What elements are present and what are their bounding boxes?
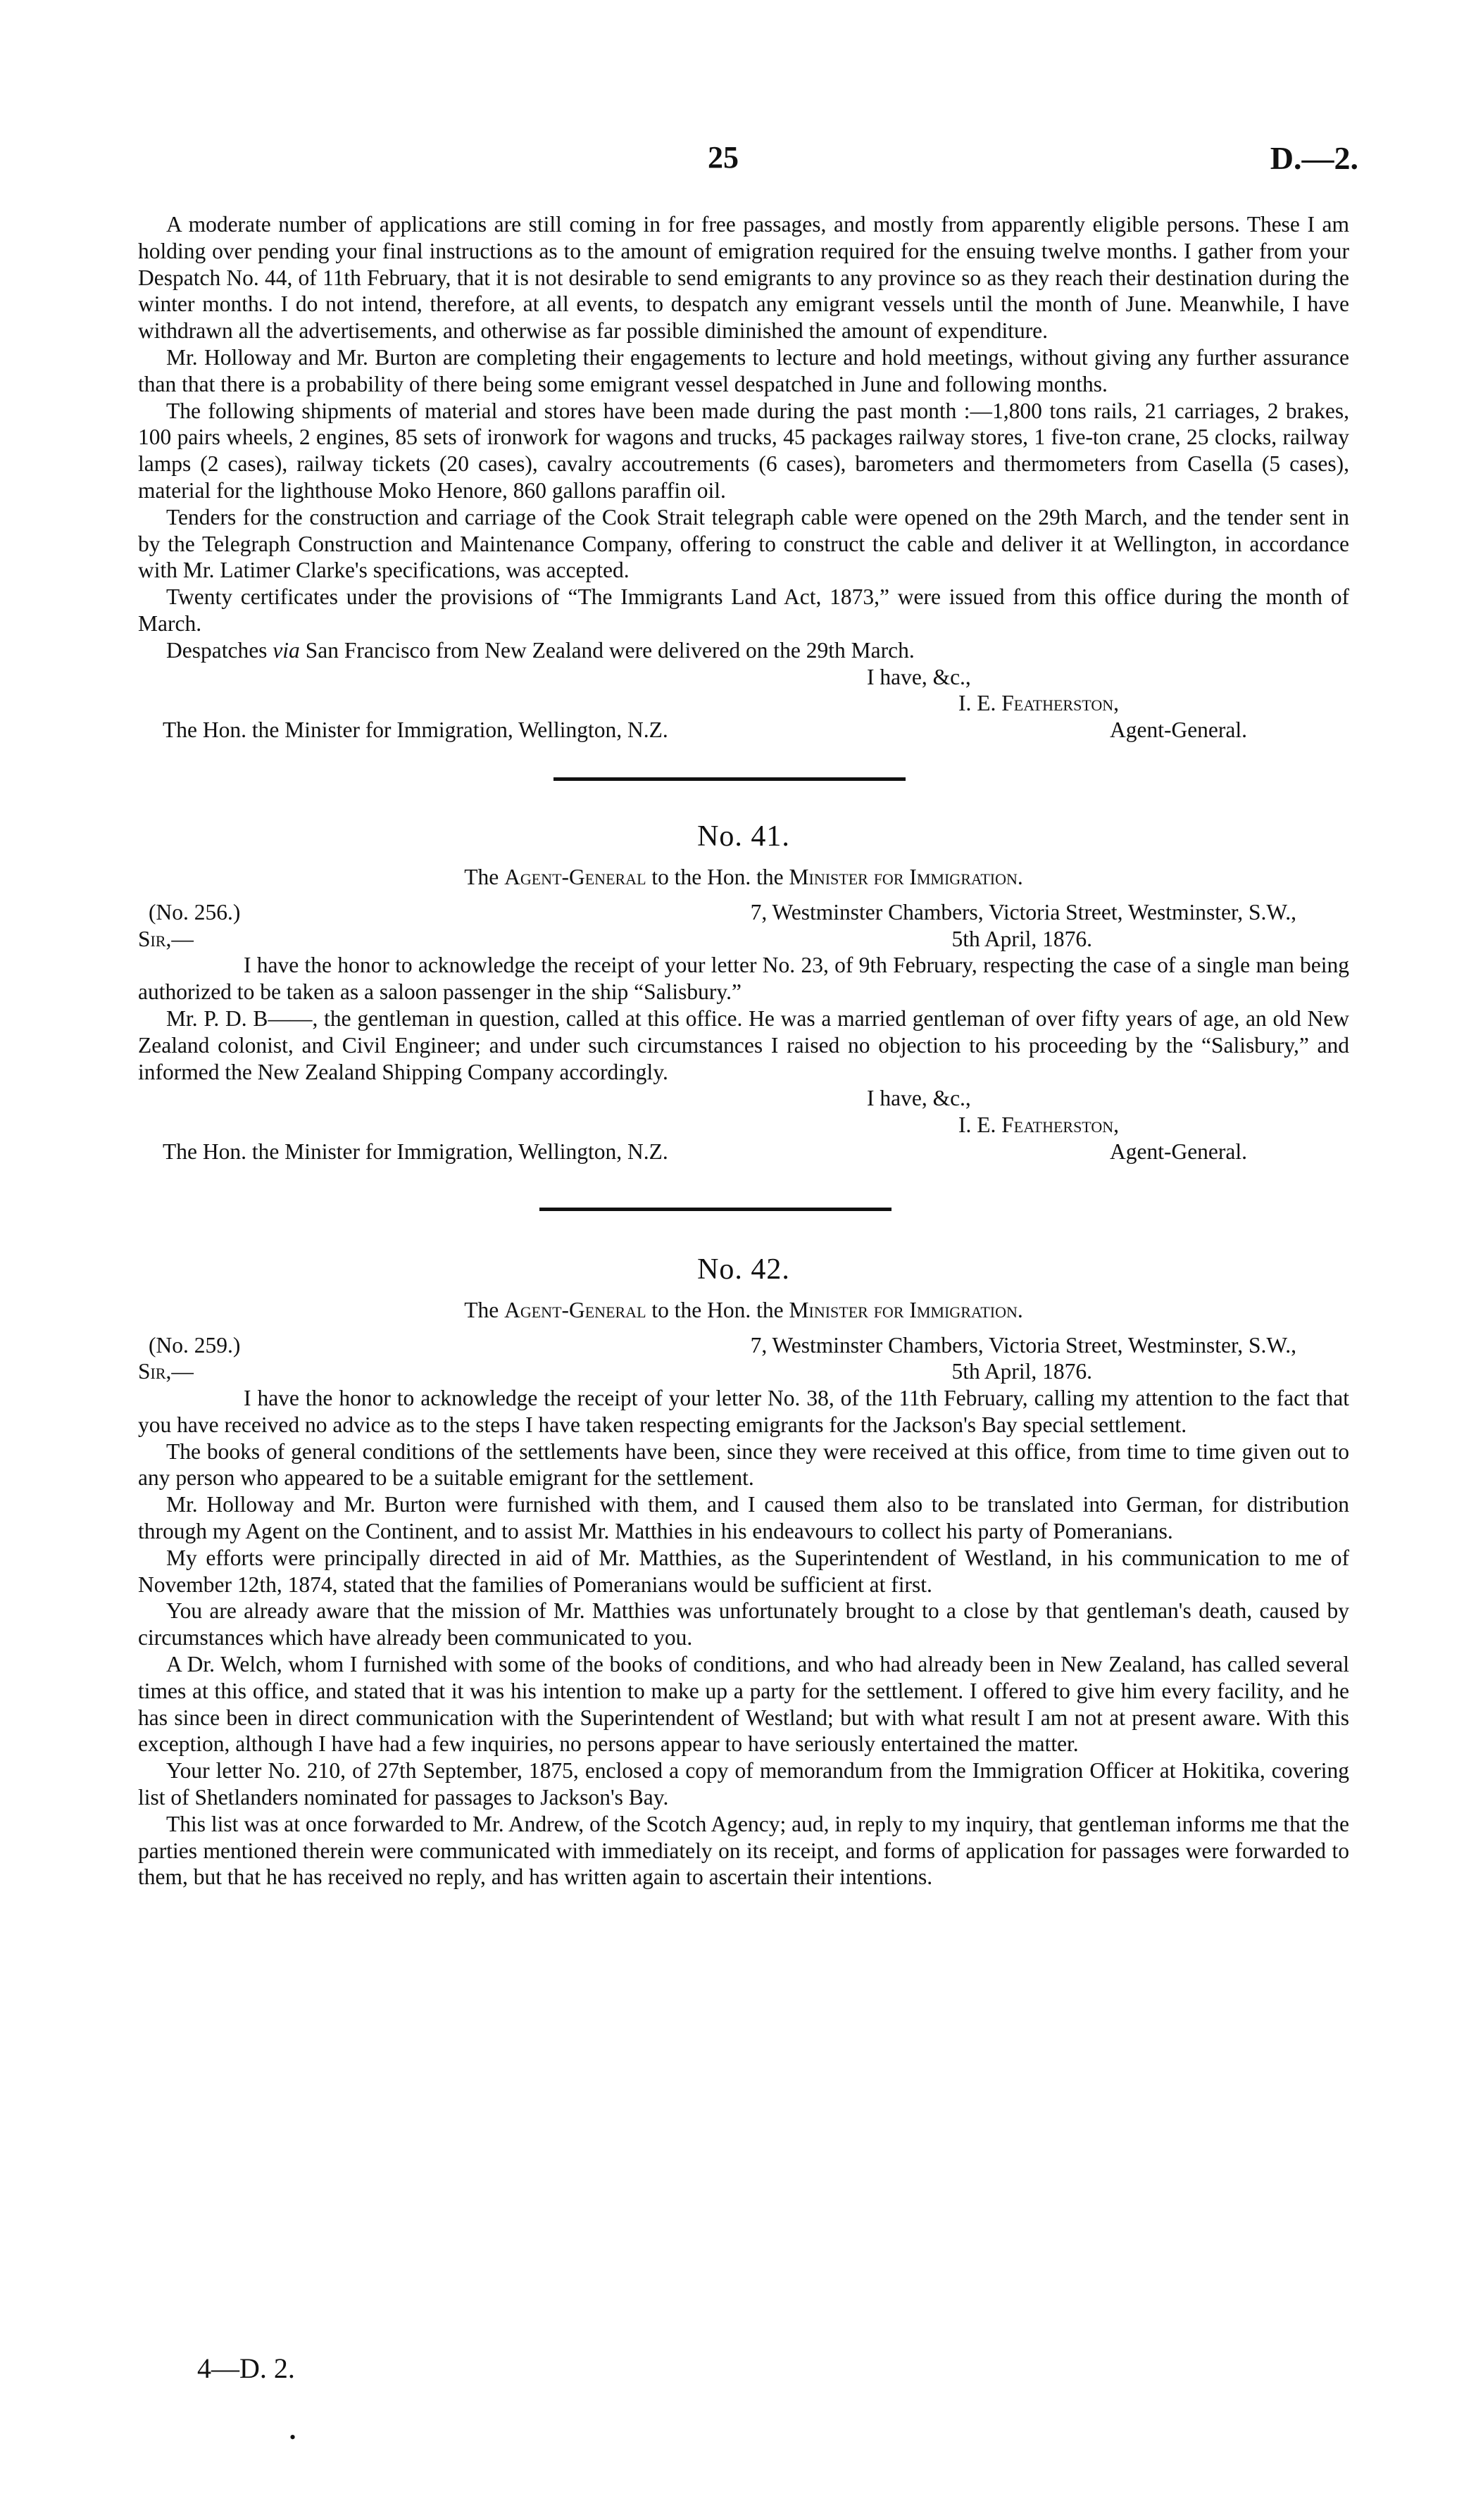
salutation-line (138, 1358, 1349, 1385)
paragraph: Twenty certificates under the provisions of “The Immigrants Land Act, 1873,” were issued from this office during the month of March. (138, 584, 1349, 636)
closing: I have, &c., (867, 664, 971, 689)
signer-name: I. E. Featherston, (958, 1112, 1120, 1138)
letter-no-41 (138, 820, 1349, 1165)
despatch-line (138, 899, 1349, 926)
despatch-line (138, 1332, 1349, 1359)
stray-dot: • (289, 2427, 296, 2447)
document-reference: D.—2. (1270, 140, 1358, 176)
despatch-number: (No. 259.) (149, 1332, 241, 1358)
page-header (0, 139, 1464, 182)
page-body (138, 211, 1349, 1891)
heading-pre: The (464, 1297, 499, 1322)
sender-address: 7, Westminster Chambers, Victoria Street, Westminster, S.W., (750, 1332, 1296, 1358)
signer-title: Agent-General. (1109, 717, 1247, 743)
heading-mid: to the Hon. the (651, 864, 784, 889)
letter-heading (138, 864, 1349, 891)
despatches-rest: San Francisco from New Zealand were delivered on the 29th March. (305, 637, 915, 663)
letter-date: 5th April, 1876. (951, 1359, 1092, 1384)
heading-from: Agent-General (504, 864, 646, 889)
paragraph: A Dr. Welch, whom I furnished with some of the books of conditions, and who had already been in New Zealand, has called several times at this office, and stated that it was his intention to make up a party for the settlement. I offered to give him every facility, and he has since been in direct communication with the Superintendent of Westland; but with what result I am not at present aware. With this exception, although I have had a few inquiries, no persons appear to have seriously entertained the matter. (138, 1652, 1349, 1757)
page-number: 25 (708, 140, 739, 175)
letter-no-42 (138, 1253, 1349, 1891)
paragraph: Mr. P. D. B——, the gentleman in question, called at this office. He was a married gentleman of over fifty years of age, an old New Zealand colonist, and Civil Engineer; and under such circumstances I raised no objection to his proceeding by the “Salisbury,” and informed the New Zealand Shipping Company accordingly. (138, 1005, 1349, 1084)
paragraph: You are already aware that the mission of Mr. Matthies was unfortunately brought to a close by that gentleman's death, caused by circumstances which have already been communicated to you. (138, 1598, 1349, 1650)
paragraph: Tenders for the construction and carriage of the Cook Strait telegraph cable were opened on the 29th March, and the tender sent in by the Telegraph Construction and Maintenance Company, offering to construct the cable and deliver it at Wellington, in accordance with Mr. Latimer Clarke's specifications, was accepted. (138, 504, 1349, 583)
paragraph: Mr. Holloway and Mr. Burton were furnished with them, and I caused them also to be translated into German, for distribution through my Agent on the Continent, and to assist Mr. Matthies in his endeavours to collect his party of Pomeranians. (138, 1492, 1349, 1544)
paragraph (138, 637, 1349, 664)
letter-continuation (138, 211, 1349, 744)
heading-to: Minister for Immigration. (789, 1297, 1023, 1322)
paragraph: The books of general conditions of the settlements have been, since they were received at this office, from time to time given out to any person who appeared to be a suitable emigrant for the settlement. (138, 1438, 1349, 1491)
heading-from: Agent-General (504, 1297, 646, 1322)
addressee: The Hon. the Minister for Immigration, Wellington, N.Z. (163, 717, 668, 743)
paragraph: Mr. Holloway and Mr. Burton are completing their engagements to lecture and hold meetings, without giving any further assurance than that there is a probability of there being some emigrant vessel despatched in June and following months. (138, 344, 1349, 396)
letter-number: No. 42. (697, 1253, 790, 1286)
paragraph: Your letter No. 210, of 27th September, 1875, enclosed a copy of memorandum from the Immigration Officer at Hokitika, covering list of Shetlanders nominated for passages to Jackson's Bay. (138, 1758, 1349, 1810)
heading-pre: The (464, 864, 499, 889)
heading-to: Minister for Immigration. (789, 864, 1023, 889)
paragraph: I have the honor to acknowledge the receipt of your letter No. 38, of the 11th February, calling my attention to the fact that you have received no advice as to the steps I have taken respecting emigrants for the Jackson's Bay special settlement. (138, 1386, 1349, 1437)
letter-date: 5th April, 1876. (951, 926, 1092, 951)
signature-line (138, 717, 1349, 744)
paragraph: A moderate number of applications are still coming in for free passages, and mostly from apparently eligible persons. These I am holding over pending your final instructions as to the amount of emigration required for the ensuing twelve months. I gather from your Despatch No. 44, of 11th February, that it is not desirable to send emigrants to any province so as they reach their destination during the winter months. I do not intend, therefore, at all events, to despatch any emigrant vessels until the month of June. Meanwhile, I have withdrawn all the advertisements, and otherwise as far possible diminished the amount of expenditure. (138, 212, 1349, 344)
salutation: Sir,— (138, 926, 194, 951)
signature-line (138, 1139, 1349, 1165)
despatches-prefix: Despatches (166, 637, 268, 663)
letter-heading (138, 1297, 1349, 1324)
paragraph: The following shipments of material and stores have been made during the past month :—1,800 tons rails, 21 carriages, 2 brakes, 100 pairs wheels, 2 engines, 85 sets of ironwork for wagons and trucks, 45 packages railway stores, 1 five-ton crane, 25 clocks, railway lamps (2 cases), railway tickets (20 cases), cavalry accoutrements (6 cases), barometers and thermometers from Casella (5 cases), material for the lighthouse Moko Henore, 860 gallons paraffin oil. (138, 398, 1349, 503)
salutation-line (138, 926, 1349, 953)
salutation: Sir,— (138, 1359, 194, 1384)
paragraph: I have the honor to acknowledge the receipt of your letter No. 23, of 9th February, respecting the case of a single man being authorized to be taken as a saloon passenger in the ship “Salisbury.” (138, 953, 1349, 1005)
despatch-number: (No. 256.) (149, 899, 241, 924)
closing: I have, &c., (867, 1086, 971, 1111)
letter-number: No. 41. (697, 820, 790, 853)
signature-mark: 4—D. 2. (197, 2352, 295, 2384)
signer-name: I. E. Featherston, (958, 691, 1120, 716)
paragraph: My efforts were principally directed in aid of Mr. Matthies, as the Superintendent of Westland, in his communication to me of November 12th, 1874, stated that the families of Pomeranians would be sufficient at first. (138, 1545, 1349, 1597)
sender-address: 7, Westminster Chambers, Victoria Street, Westminster, S.W., (750, 899, 1296, 924)
paragraph: This list was at once forwarded to Mr. Andrew, of the Scotch Agency; aud, in reply to my inquiry, that gentleman informs me that the parties mentioned therein were communicated with immediately on its receipt, and forms of application for passages were forwarded to them, but that he has received no reply, and has written again to ascertain their intentions. (138, 1811, 1349, 1890)
section-divider (539, 1208, 891, 1211)
addressee: The Hon. the Minister for Immigration, Wellington, N.Z. (163, 1139, 668, 1164)
signer-title: Agent-General. (1109, 1139, 1247, 1164)
despatches-via: via (273, 637, 300, 663)
section-divider (553, 777, 906, 781)
heading-mid: to the Hon. the (651, 1297, 784, 1322)
